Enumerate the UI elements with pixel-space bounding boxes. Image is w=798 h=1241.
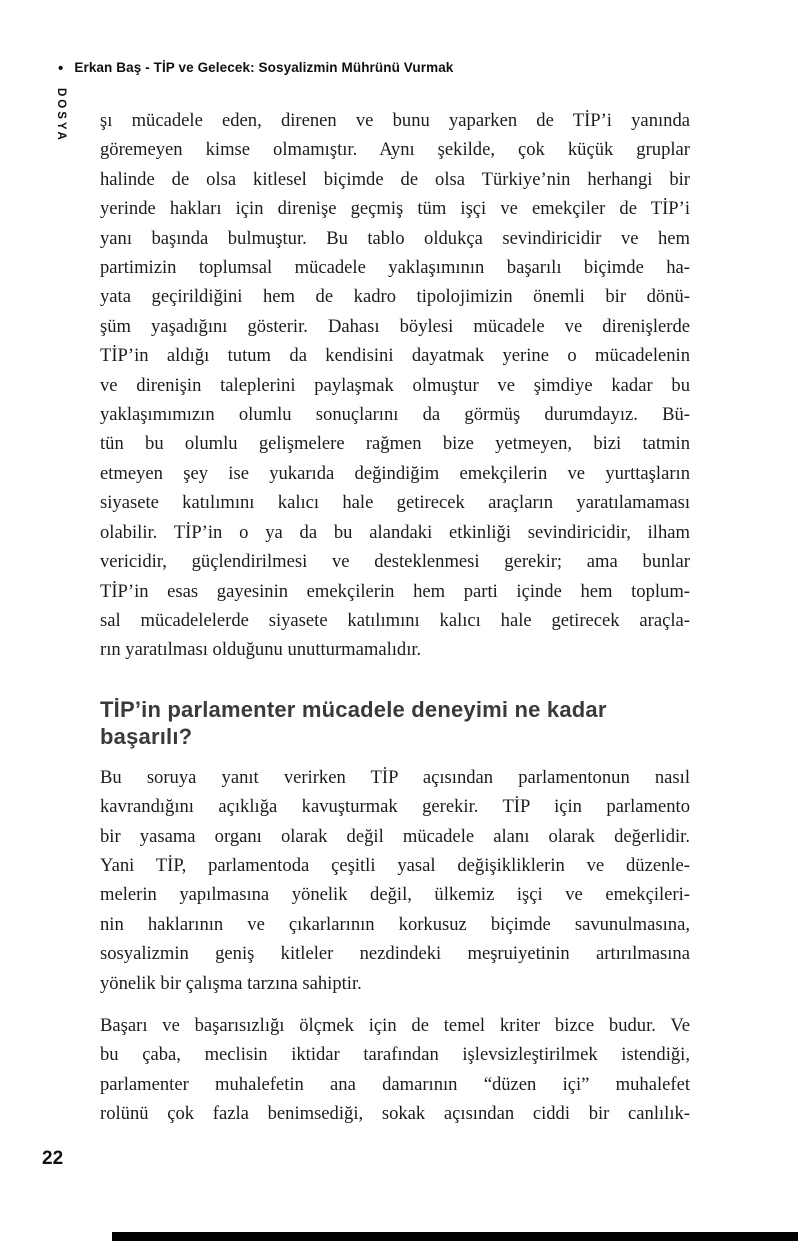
text-line: ve direnişin taleplerini paylaşmak olmuştur ve şimdiye kadar bu (100, 374, 690, 396)
header-author: Erkan Baş (74, 60, 142, 75)
text-line: şı mücadele eden, direnen ve bunu yaparken de TİP’i yanında (100, 110, 690, 131)
section-heading (100, 696, 690, 750)
text-line: tün bu olumlu gelişmelere rağmen bize yetmeyen, bizi tatmin (100, 433, 690, 455)
body-paragraph (100, 763, 690, 998)
text-line: yaklaşımımızın olumlu sonuçlarını da görmüş durumdayız. Bü- (100, 404, 690, 426)
text-line: sal mücadelelerde siyasete katılımını kalıcı hale getirecek araçla- (100, 609, 690, 631)
text-line: yerinde hakları için direnişe geçmiş tüm işçi ve emekçiler de TİP’i (100, 198, 690, 220)
text-line: Başarı ve başarısızlığı ölçmek için de temel kriter bizce budur. Ve (100, 1014, 690, 1036)
text-line: bir yasama organı olarak değil mücadele alanı olarak değerlidir. (100, 825, 690, 847)
text-line: melerin yapılmasına yönelik değil, ülkemiz işçi ve emekçileri- (100, 884, 690, 906)
running-header (58, 60, 453, 77)
text-line: etmeyen şey ise yukarıda değindiğim emekçilerin ve yurttaşların (100, 462, 690, 484)
header-book-title: TİP ve Gelecek: Sosyalizmin Mührünü Vurmak (153, 60, 454, 75)
text-line: yanı başında bulmuştur. Bu tablo oldukça sevindiricidir ve hem (100, 227, 690, 249)
text-line: göremeyen kimse olmamıştır. Aynı şekilde, çok küçük gruplar (100, 139, 690, 161)
bottom-bar (112, 1232, 798, 1241)
text-line: parlamenter muhalefetin ana damarının “düzen içi” muhalefet (100, 1073, 690, 1095)
text-line: vericidir, güçlendirilmesi ve desteklenmesi gerekir; ama bunlar (100, 551, 690, 573)
header-bullet-icon: • (58, 60, 64, 77)
text-line: TİP’in aldığı tutum da kendisini dayatmak yerine o mücadelenin (100, 345, 690, 367)
content-area (100, 106, 690, 1129)
text-line: rolünü çok fazla benimsediği, sokak açısından ciddi bir canlılık- (100, 1103, 690, 1125)
heading-line: başarılı? (100, 723, 193, 749)
heading-line: TİP’in parlamenter mücadele deneyimi ne kadar (100, 696, 607, 722)
text-line: yönelik bir çalışma tarzına sahiptir. (100, 972, 362, 994)
text-line: Bu soruya yanıt verirken TİP açısından parlamentonun nasıl (100, 766, 690, 788)
body-paragraph (100, 1011, 690, 1129)
header-separator: - (141, 60, 154, 75)
text-line: şüm yaşadığını gösterir. Dahası böylesi mücadele ve direnişlerde (100, 315, 690, 337)
text-line: halinde de olsa kitlesel biçimde de olsa Türkiye’nin herhangi bir (100, 168, 690, 190)
text-line: TİP’in esas gayesinin emekçilerin hem parti içinde hem toplum- (100, 580, 690, 602)
text-line: rın yaratılması olduğunu unutturmamalıdır. (100, 639, 422, 661)
section-label-dosya: DOSYA (55, 88, 67, 143)
text-line: nin haklarının ve çıkarlarının korkusuz biçimde savunulmasına, (100, 913, 690, 935)
text-line: kavrandığını açıklığa kavuşturmak gerekir. TİP için parlamento (100, 796, 690, 818)
body-paragraph (100, 106, 690, 665)
text-line: Yani TİP, parlamentoda çeşitli yasal değişikliklerin ve düzenle- (100, 854, 690, 876)
page-number: 22 (42, 1148, 64, 1169)
text-line: partimizin toplumsal mücadele yaklaşımının başarılı biçimde ha- (100, 257, 690, 279)
text-line: siyasete katılımını kalıcı hale getirecek araçların yaratılamaması (100, 492, 690, 514)
text-line: bu çaba, meclisin iktidar tarafından işlevsizleştirilmek istendiği, (100, 1044, 690, 1066)
text-line: olabilir. TİP’in o ya da bu alandaki etkinliği sevindiricidir, ilham (100, 521, 690, 543)
text-line: yata geçirildiğini hem de kadro tipolojimizin önemli bir dönü- (100, 286, 690, 308)
text-line: sosyalizmin geniş kitleler nezdindeki meşruiyetinin artırılmasına (100, 943, 690, 965)
